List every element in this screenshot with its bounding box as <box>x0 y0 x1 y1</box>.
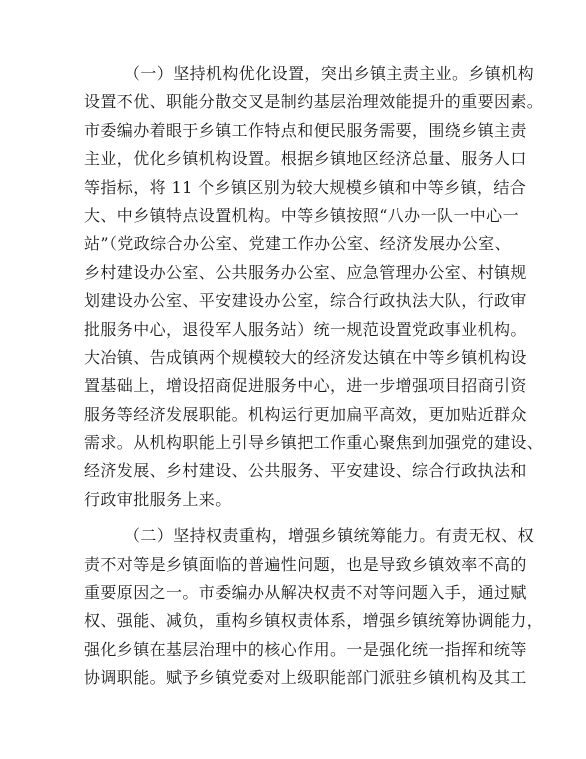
paragraph-line: 大、中乡镇特点设置机构。中等乡镇按照“八办一队一中心一 <box>84 205 519 225</box>
paragraph-line: （一）坚持机构优化设置，突出乡镇主责主业。乡镇机构 <box>124 64 535 83</box>
paragraph-line: （二）坚持权责重构，增强乡镇统筹能力。有责无权、权 <box>124 526 535 546</box>
paragraph-line: 行政审批服务上来。 <box>84 489 232 509</box>
paragraph-line: 设置不优、职能分散交叉是制约基层治理效能提升的重要因素。 <box>84 92 544 112</box>
paragraph-line: 服务等经济发展职能。机构运行更加扁平高效，更加贴近群众 <box>84 404 527 424</box>
paragraph-line: 经济发展、乡村建设、公共服务、平安建设、综合行政执法和 <box>84 461 527 481</box>
paragraph-1 <box>84 60 544 514</box>
paragraph-2 <box>84 522 544 692</box>
paragraph-line: 权、强能、减负，重构乡镇权责体系，增强乡镇统筹协调能力， <box>84 611 544 631</box>
paragraph-line: 强化乡镇在基层治理中的核心作用。一是强化统一指挥和统等 <box>84 639 527 659</box>
paragraph-line: 市委编办着眼于乡镇工作特点和便民服务需要，围绕乡镇主责 <box>84 120 527 140</box>
paragraph-line: 批服务中心，退役军人服务站）统一规范设置党政事业机构。 <box>84 319 527 339</box>
document-body <box>84 60 544 693</box>
paragraph-line: 需求。从机构职能上引导乡镇把工作重心聚焦到加强党的建设、 <box>84 433 544 453</box>
paragraph-line: 置基础上，增设招商促进服务中心，进一步增强项目招商引资 <box>84 376 527 396</box>
paragraph-line: 划建设办公室、平安建设办公室，综合行政执法大队，行政审 <box>84 291 527 311</box>
paragraph-line: 协调职能。赋予乡镇党委对上级职能部门派驻乡镇机构及其工 <box>84 668 527 688</box>
paragraph-line: 等指标，将 11 个乡镇区别为较大规模乡镇和中等乡镇，结合 <box>84 177 527 197</box>
paragraph-line: 责不对等是乡镇面临的普遍性问题，也是导致乡镇效率不高的 <box>84 554 527 574</box>
paragraph-line: 乡村建设办公室、公共服务办公室、应急管理办公室、村镇规 <box>84 262 527 282</box>
paragraph-line: 重要原因之一。市委编办从解决权责不对等问题入手，通过赋 <box>84 583 527 603</box>
paragraph-line: 站”（党政综合办公室、党建工作办公室、经济发展办公室、 <box>84 234 511 254</box>
paragraph-line: 大冶镇、告成镇两个规模较大的经济发达镇在中等乡镇机构设 <box>84 347 527 367</box>
paragraph-line: 主业，优化乡镇机构设置。根据乡镇地区经济总量、服务人口 <box>84 149 527 169</box>
paragraph-gap <box>84 514 516 522</box>
